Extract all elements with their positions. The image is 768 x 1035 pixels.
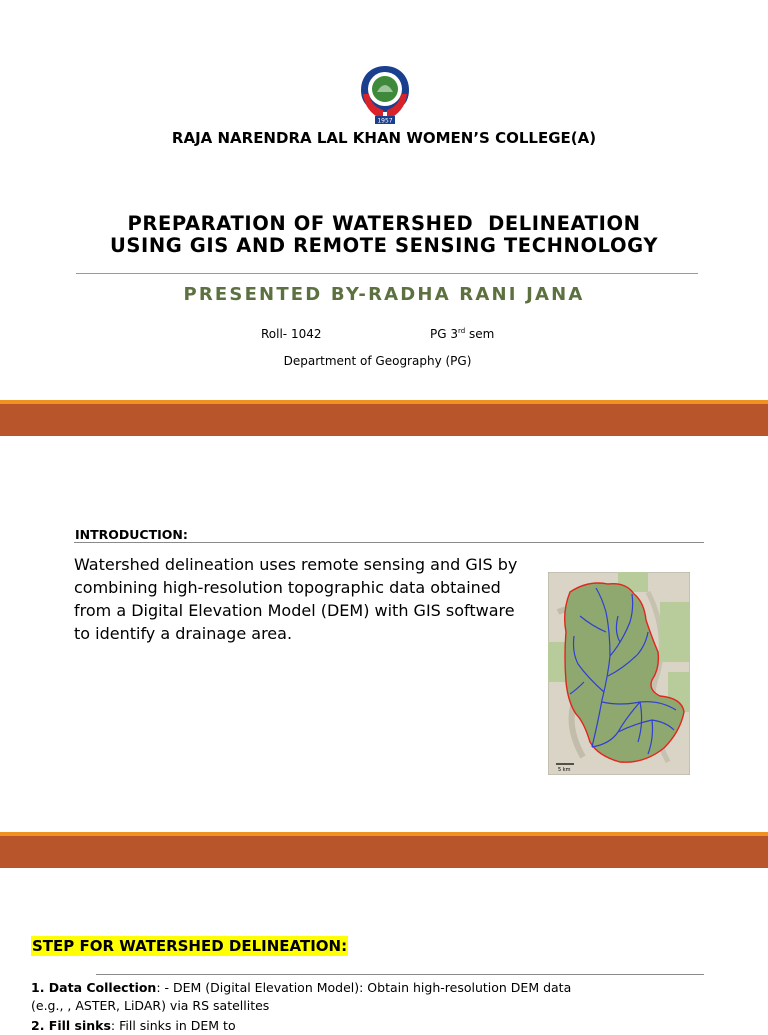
introduction-heading: INTRODUCTION: xyxy=(75,527,188,542)
department: Department of Geography (PG) xyxy=(283,354,472,368)
step-2-text: : Fill sinks in DEM to xyxy=(110,1018,236,1033)
map-scale-label: 5 km xyxy=(558,767,571,773)
steps-heading: STEP FOR WATERSHED DELINEATION: xyxy=(32,937,348,955)
title-line-1: PREPARATION OF WATERSHED DELINEATION xyxy=(127,212,641,235)
step-2-label: 2. Fill sinks xyxy=(31,1018,111,1033)
college-name: RAJA NARENDRA LAL KHAN WOMEN’S COLLEGE(A) xyxy=(171,129,597,147)
accent-band-bottom xyxy=(0,832,768,868)
semester-prefix: PG 3 xyxy=(430,327,458,341)
step-1-label: 1. Data Collection xyxy=(31,980,157,995)
svg-text:1957: 1957 xyxy=(377,117,393,125)
presentation-title xyxy=(60,213,708,257)
college-logo xyxy=(359,64,411,126)
roll-number: Roll- 1042 xyxy=(261,327,322,341)
semester xyxy=(430,327,494,341)
presenter-line: PRESENTED BY-RADHA RANI JANA xyxy=(183,284,585,305)
title-divider xyxy=(76,273,698,274)
title-line-2: USING GIS AND REMOTE SENSING TECHNOLOGY xyxy=(109,234,659,257)
watershed-map-image xyxy=(548,572,690,775)
step-2 xyxy=(31,1017,236,1035)
accent-band-top xyxy=(0,400,768,436)
introduction-divider xyxy=(74,542,704,543)
introduction-text: Watershed delineation uses remote sensing and GIS by combining high-resolution topographic data obtained from a Digital Elevation Model (DEM) with GIS software to identify a drainage area. xyxy=(74,555,518,643)
semester-superscript: rd xyxy=(457,327,466,335)
step-1 xyxy=(31,979,591,1015)
steps-divider xyxy=(96,974,704,975)
semester-suffix: sem xyxy=(465,327,495,341)
step-1-text: : - DEM (Digital Elevation Model): Obtain high-resolution DEM data (e.g., , ASTER, LiDAR) via RS satellites xyxy=(31,980,572,1013)
